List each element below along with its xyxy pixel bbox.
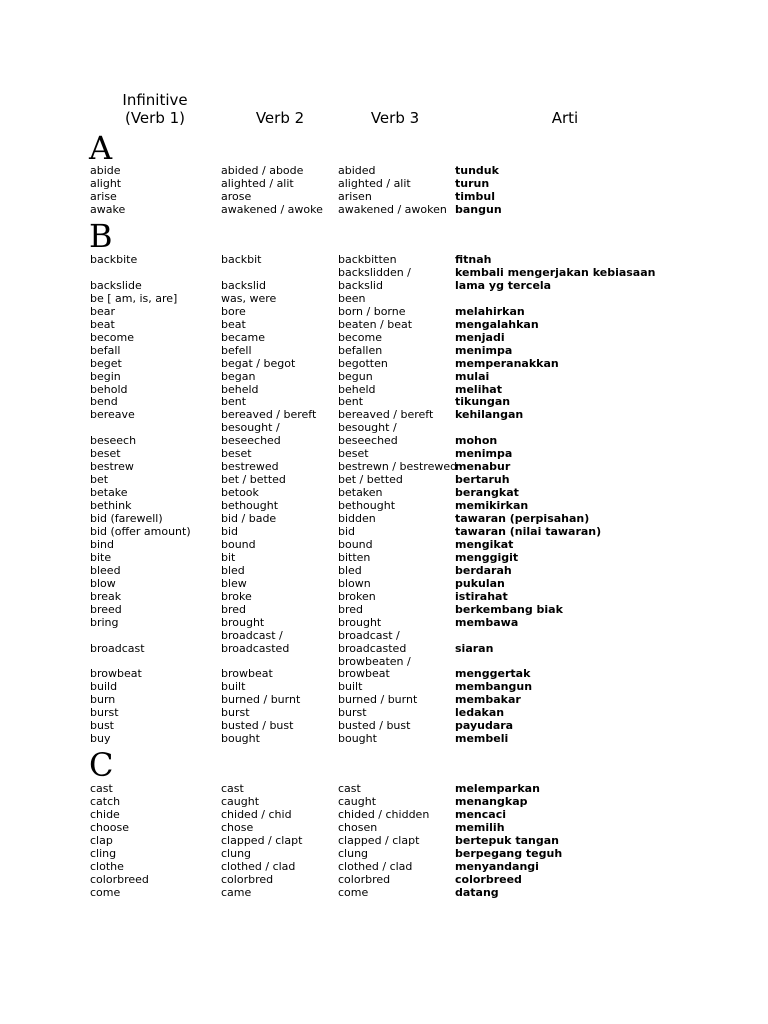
arti-cell: menangkap xyxy=(455,795,528,808)
infinitive-cell: awake xyxy=(90,202,126,216)
infinitive-cell: clap xyxy=(90,833,113,847)
header-infinitive-line1: Infinitive xyxy=(122,91,188,109)
infinitive-cell: colorbreed xyxy=(90,872,149,886)
verb2-cell: befell xyxy=(221,343,252,357)
table-row xyxy=(0,719,768,732)
section-letter: C xyxy=(89,746,114,784)
arti-cell: bertaruh xyxy=(455,473,510,487)
verb3-cell: beset xyxy=(338,447,369,461)
arti-cell: colorbreed xyxy=(455,872,522,886)
verb2-cell: bound xyxy=(221,537,256,551)
verb2-cell: arose xyxy=(221,189,252,203)
arti-cell: istirahat xyxy=(455,589,508,603)
arti-cell: tawaran (nilai tawaran) xyxy=(455,525,602,538)
arti-cell: berpegang teguh xyxy=(455,846,563,860)
table-row xyxy=(0,808,768,821)
verb2-cell: backslid xyxy=(221,278,266,292)
arti-cell: melemparkan xyxy=(455,782,540,795)
table-row xyxy=(0,203,768,216)
table-row xyxy=(0,873,768,886)
verb3-cell: awakened / awoken xyxy=(338,202,447,216)
infinitive-cell: bend xyxy=(90,395,118,409)
arti-cell: fitnah xyxy=(455,253,492,266)
infinitive-cell: abide xyxy=(90,164,121,177)
table-row xyxy=(0,512,768,525)
table-row xyxy=(0,693,768,706)
verb3-cell: become xyxy=(338,330,383,344)
table-row xyxy=(0,292,768,305)
verb2-cell: clung xyxy=(221,846,252,860)
verb3-cell: begotten xyxy=(338,356,388,370)
verb3-cell: broken xyxy=(338,589,376,603)
infinitive-cell: betake xyxy=(90,486,128,500)
infinitive-cell: be [ am, is, are] xyxy=(90,291,178,305)
arti-cell: kembali mengerjakan kebiasaan xyxy=(455,265,656,279)
verb3-cell: blown xyxy=(338,576,371,590)
verb3-cell: bethought xyxy=(338,499,396,512)
verb2-cell: bid xyxy=(221,525,239,538)
verb3-cell: bidden xyxy=(338,512,376,525)
infinitive-cell: bite xyxy=(90,550,112,564)
verb3-cell: clothed / clad xyxy=(338,859,413,873)
table-row xyxy=(0,190,768,203)
verb2-cell: bestrewed xyxy=(221,460,279,474)
table-row xyxy=(0,279,768,292)
table-row xyxy=(0,408,768,421)
verb3-cell: bled xyxy=(338,563,362,577)
table-row xyxy=(0,525,768,538)
verb3-cell: broadcasted xyxy=(338,641,407,655)
verb3-cell: arisen xyxy=(338,189,372,203)
verb2-cell: bled xyxy=(221,563,245,577)
verb3-cell: colorbred xyxy=(338,872,391,886)
arti-cell: payudara xyxy=(455,719,514,733)
verb3-cell: built xyxy=(338,680,363,694)
arti-cell: turun xyxy=(455,176,490,190)
arti-cell: memikirkan xyxy=(455,499,529,512)
section-letter: A xyxy=(89,129,113,167)
arti-cell: bangun xyxy=(455,202,502,216)
verb3-cell: backslid xyxy=(338,278,383,292)
arti-cell: datang xyxy=(455,885,499,899)
verb2-cell: beseeched xyxy=(221,434,281,448)
table-row xyxy=(0,499,768,512)
verb2-cell: bit xyxy=(221,550,236,564)
verb2-cell: bet / betted xyxy=(221,473,286,487)
header-infinitive-line2: (Verb 1) xyxy=(124,109,186,127)
table-row xyxy=(0,886,768,899)
verb3-cell: bereaved / bereft xyxy=(338,408,434,422)
verb3-cell: caught xyxy=(338,795,377,808)
infinitive-cell: befall xyxy=(90,343,121,357)
verb2-cell: busted / bust xyxy=(221,719,294,733)
verb2-cell: betook xyxy=(221,486,259,500)
verb2-cell: began xyxy=(221,369,256,383)
table-row xyxy=(0,860,768,873)
table-row xyxy=(0,655,768,668)
infinitive-cell: cling xyxy=(90,846,117,860)
verb3-cell: chided / chidden xyxy=(338,807,430,821)
table-row xyxy=(0,447,768,460)
table-row xyxy=(0,603,768,616)
arti-cell: membawa xyxy=(455,615,519,629)
verb2-cell: chose xyxy=(221,820,254,834)
table-row xyxy=(0,486,768,499)
table-row xyxy=(0,551,768,564)
table-row xyxy=(0,732,768,745)
section-letter: B xyxy=(89,217,113,255)
verb3-cell: burst xyxy=(338,706,367,720)
verb2-cell: bethought xyxy=(221,499,279,512)
verb3-cell: brought xyxy=(338,615,382,629)
table-row xyxy=(0,370,768,383)
table-row xyxy=(0,680,768,693)
table-row xyxy=(0,164,768,177)
table-row xyxy=(0,383,768,396)
table-row xyxy=(0,266,768,279)
infinitive-cell: bust xyxy=(90,719,114,733)
arti-cell: membeli xyxy=(455,732,509,746)
infinitive-cell: bleed xyxy=(90,563,121,577)
table-row xyxy=(0,821,768,834)
verb3-cell: broadcast / xyxy=(338,628,400,642)
verb3-cell: burned / burnt xyxy=(338,693,418,707)
verb3-cell: bought xyxy=(338,732,377,746)
table-row xyxy=(0,434,768,447)
table-row xyxy=(0,590,768,603)
infinitive-cell: browbeat xyxy=(90,667,142,681)
verb3-cell: browbeat xyxy=(338,667,390,681)
verb2-cell: awakened / awoke xyxy=(221,202,323,216)
infinitive-cell: build xyxy=(90,680,118,694)
verb2-cell: abided / abode xyxy=(221,164,304,177)
infinitive-cell: bid (farewell) xyxy=(90,512,163,525)
table-row xyxy=(0,564,768,577)
infinitive-cell: blow xyxy=(90,576,116,590)
verb2-cell: clothed / clad xyxy=(221,859,296,873)
infinitive-cell: chide xyxy=(90,807,120,821)
verb3-cell: backslidden / xyxy=(338,265,411,279)
table-row xyxy=(0,795,768,808)
verb2-cell: alighted / alit xyxy=(221,176,294,190)
arti-cell: mencaci xyxy=(455,807,506,821)
verb3-cell: come xyxy=(338,885,369,899)
verb2-cell: caught xyxy=(221,795,260,808)
arti-cell: tunduk xyxy=(455,164,499,177)
arti-cell: membangun xyxy=(455,680,533,694)
table-row xyxy=(0,331,768,344)
verb3-cell: chosen xyxy=(338,820,378,834)
infinitive-cell: begin xyxy=(90,369,121,383)
infinitive-cell: backbite xyxy=(90,253,138,266)
infinitive-cell: break xyxy=(90,589,122,603)
infinitive-cell: bet xyxy=(90,473,109,487)
infinitive-cell: beset xyxy=(90,447,121,461)
arti-cell: tikungan xyxy=(455,395,511,409)
verb2-cell: broadcasted xyxy=(221,641,290,655)
verb3-cell: befallen xyxy=(338,343,383,357)
header-verb2: Verb 2 xyxy=(255,109,305,127)
arti-cell: berdarah xyxy=(455,563,512,577)
verb2-cell: chided / chid xyxy=(221,807,292,821)
verb3-cell: backbitten xyxy=(338,253,397,266)
infinitive-cell: broadcast xyxy=(90,641,145,655)
arti-cell: memilih xyxy=(455,820,505,834)
arti-cell: menggertak xyxy=(455,667,531,681)
arti-cell: menyandangi xyxy=(455,859,539,873)
verb2-cell: beheld xyxy=(221,382,259,396)
verb2-cell: burst xyxy=(221,706,250,720)
verb2-cell: built xyxy=(221,680,246,694)
arti-cell: ledakan xyxy=(455,706,505,720)
arti-cell: siaran xyxy=(455,641,494,655)
table-row xyxy=(0,305,768,318)
verb2-cell: bent xyxy=(221,395,247,409)
verb2-cell: came xyxy=(221,885,252,899)
verb3-cell: bent xyxy=(338,395,364,409)
table-row xyxy=(0,357,768,370)
verb3-cell: bestrewn / bestrewed xyxy=(338,460,458,474)
table-row xyxy=(0,473,768,486)
infinitive-cell: burn xyxy=(90,693,116,707)
verb3-cell: abided xyxy=(338,164,376,177)
infinitive-cell: catch xyxy=(90,795,121,808)
verb2-cell: bought xyxy=(221,732,260,746)
verb2-cell: colorbred xyxy=(221,872,274,886)
arti-cell: mengikat xyxy=(455,537,514,551)
infinitive-cell: breed xyxy=(90,602,122,616)
infinitive-cell: beat xyxy=(90,317,115,331)
infinitive-cell: bestrew xyxy=(90,460,134,474)
arti-cell: pukulan xyxy=(455,576,505,590)
table-row xyxy=(0,782,768,795)
table-row xyxy=(0,616,768,629)
verb3-cell: cast xyxy=(338,782,361,795)
infinitive-cell: buy xyxy=(90,732,111,746)
verb3-cell: beaten / beat xyxy=(338,317,413,331)
infinitive-cell: come xyxy=(90,885,121,899)
infinitive-cell: clothe xyxy=(90,859,124,873)
infinitive-cell: choose xyxy=(90,820,129,834)
verb3-cell: beheld xyxy=(338,382,376,396)
infinitive-cell: bear xyxy=(90,304,116,318)
infinitive-cell: alight xyxy=(90,176,122,190)
verb3-cell: browbeaten / xyxy=(338,654,411,668)
arti-cell: lama yg tercela xyxy=(455,278,552,292)
arti-cell: mengalahkan xyxy=(455,317,539,331)
table-row xyxy=(0,395,768,408)
verb2-cell: became xyxy=(221,330,266,344)
arti-cell: membakar xyxy=(455,693,521,707)
arti-cell: bertepuk tangan xyxy=(455,833,559,847)
verb2-cell: bid / bade xyxy=(221,512,277,525)
verb3-cell: clung xyxy=(338,846,369,860)
infinitive-cell: behold xyxy=(90,382,128,396)
arti-cell: menggigit xyxy=(455,550,519,564)
verb3-cell: begun xyxy=(338,369,373,383)
table-row xyxy=(0,344,768,357)
table-row xyxy=(0,667,768,680)
infinitive-cell: backslide xyxy=(90,278,142,292)
infinitive-cell: bring xyxy=(90,615,119,629)
table-row xyxy=(0,642,768,655)
verb2-cell: beset xyxy=(221,447,252,461)
verb2-cell: burned / burnt xyxy=(221,693,301,707)
infinitive-cell: bethink xyxy=(90,499,132,512)
verb2-cell: bereaved / bereft xyxy=(221,408,317,422)
verb3-cell: born / borne xyxy=(338,304,406,318)
table-row xyxy=(0,706,768,719)
verb2-cell: blew xyxy=(221,576,247,590)
verb2-cell: broadcast / xyxy=(221,628,283,642)
arti-cell: menabur xyxy=(455,460,511,474)
infinitive-cell: burst xyxy=(90,706,119,720)
arti-cell: timbul xyxy=(455,189,495,203)
arti-cell: berkembang biak xyxy=(455,602,563,616)
arti-cell: mulai xyxy=(455,369,490,383)
arti-cell: kehilangan xyxy=(455,408,524,422)
verb2-cell: bred xyxy=(221,602,247,616)
verb3-cell: clapped / clapt xyxy=(338,833,420,847)
verb3-cell: bred xyxy=(338,602,364,616)
infinitive-cell: beget xyxy=(90,356,122,370)
arti-cell: menimpa xyxy=(455,343,513,357)
infinitive-cell: bind xyxy=(90,537,114,551)
table-row xyxy=(0,577,768,590)
verb2-cell: was, were xyxy=(221,291,277,305)
verb2-cell: bore xyxy=(221,304,246,318)
table-row xyxy=(0,629,768,642)
verb2-cell: browbeat xyxy=(221,667,273,681)
verb3-cell: bound xyxy=(338,537,373,551)
verb2-cell: broke xyxy=(221,589,252,603)
verb2-cell: beat xyxy=(221,317,246,331)
table-row xyxy=(0,460,768,473)
verb2-cell: besought / xyxy=(221,421,280,435)
verb2-cell: backbit xyxy=(221,253,262,266)
arti-cell: melihat xyxy=(455,382,502,396)
verb3-cell: betaken xyxy=(338,486,383,500)
verb2-cell: begat / begot xyxy=(221,356,296,370)
verb3-cell: bet / betted xyxy=(338,473,403,487)
header-verb3: Verb 3 xyxy=(370,109,420,127)
verb3-cell: beseeched xyxy=(338,434,398,448)
header-arti: Arti xyxy=(551,109,579,127)
arti-cell: berangkat xyxy=(455,486,519,500)
verb3-cell: alighted / alit xyxy=(338,176,411,190)
table-row xyxy=(0,177,768,190)
table-row xyxy=(0,421,768,434)
arti-cell: melahirkan xyxy=(455,304,525,318)
table-row xyxy=(0,538,768,551)
arti-cell: menjadi xyxy=(455,330,505,344)
infinitive-cell: cast xyxy=(90,782,113,795)
arti-cell: menimpa xyxy=(455,447,513,461)
verb3-cell: been xyxy=(338,291,366,305)
infinitive-cell: beseech xyxy=(90,434,137,448)
arti-cell: tawaran (perpisahan) xyxy=(455,512,590,525)
verb2-cell: brought xyxy=(221,615,265,629)
infinitive-cell: become xyxy=(90,330,135,344)
infinitive-cell: bid (offer amount) xyxy=(90,525,191,538)
table-row xyxy=(0,847,768,860)
arti-cell: memperanakkan xyxy=(455,356,559,370)
header-infinitive xyxy=(100,91,210,127)
verb2-cell: clapped / clapt xyxy=(221,833,303,847)
verb3-cell: bid xyxy=(338,525,356,538)
table-row xyxy=(0,318,768,331)
arti-cell: mohon xyxy=(455,434,498,448)
infinitive-cell: bereave xyxy=(90,408,135,422)
table-row xyxy=(0,834,768,847)
verb3-cell: bitten xyxy=(338,550,371,564)
table-row xyxy=(0,253,768,266)
infinitive-cell: arise xyxy=(90,189,117,203)
verb3-cell: busted / bust xyxy=(338,719,411,733)
verb2-cell: cast xyxy=(221,782,244,795)
verb3-cell: besought / xyxy=(338,421,397,435)
